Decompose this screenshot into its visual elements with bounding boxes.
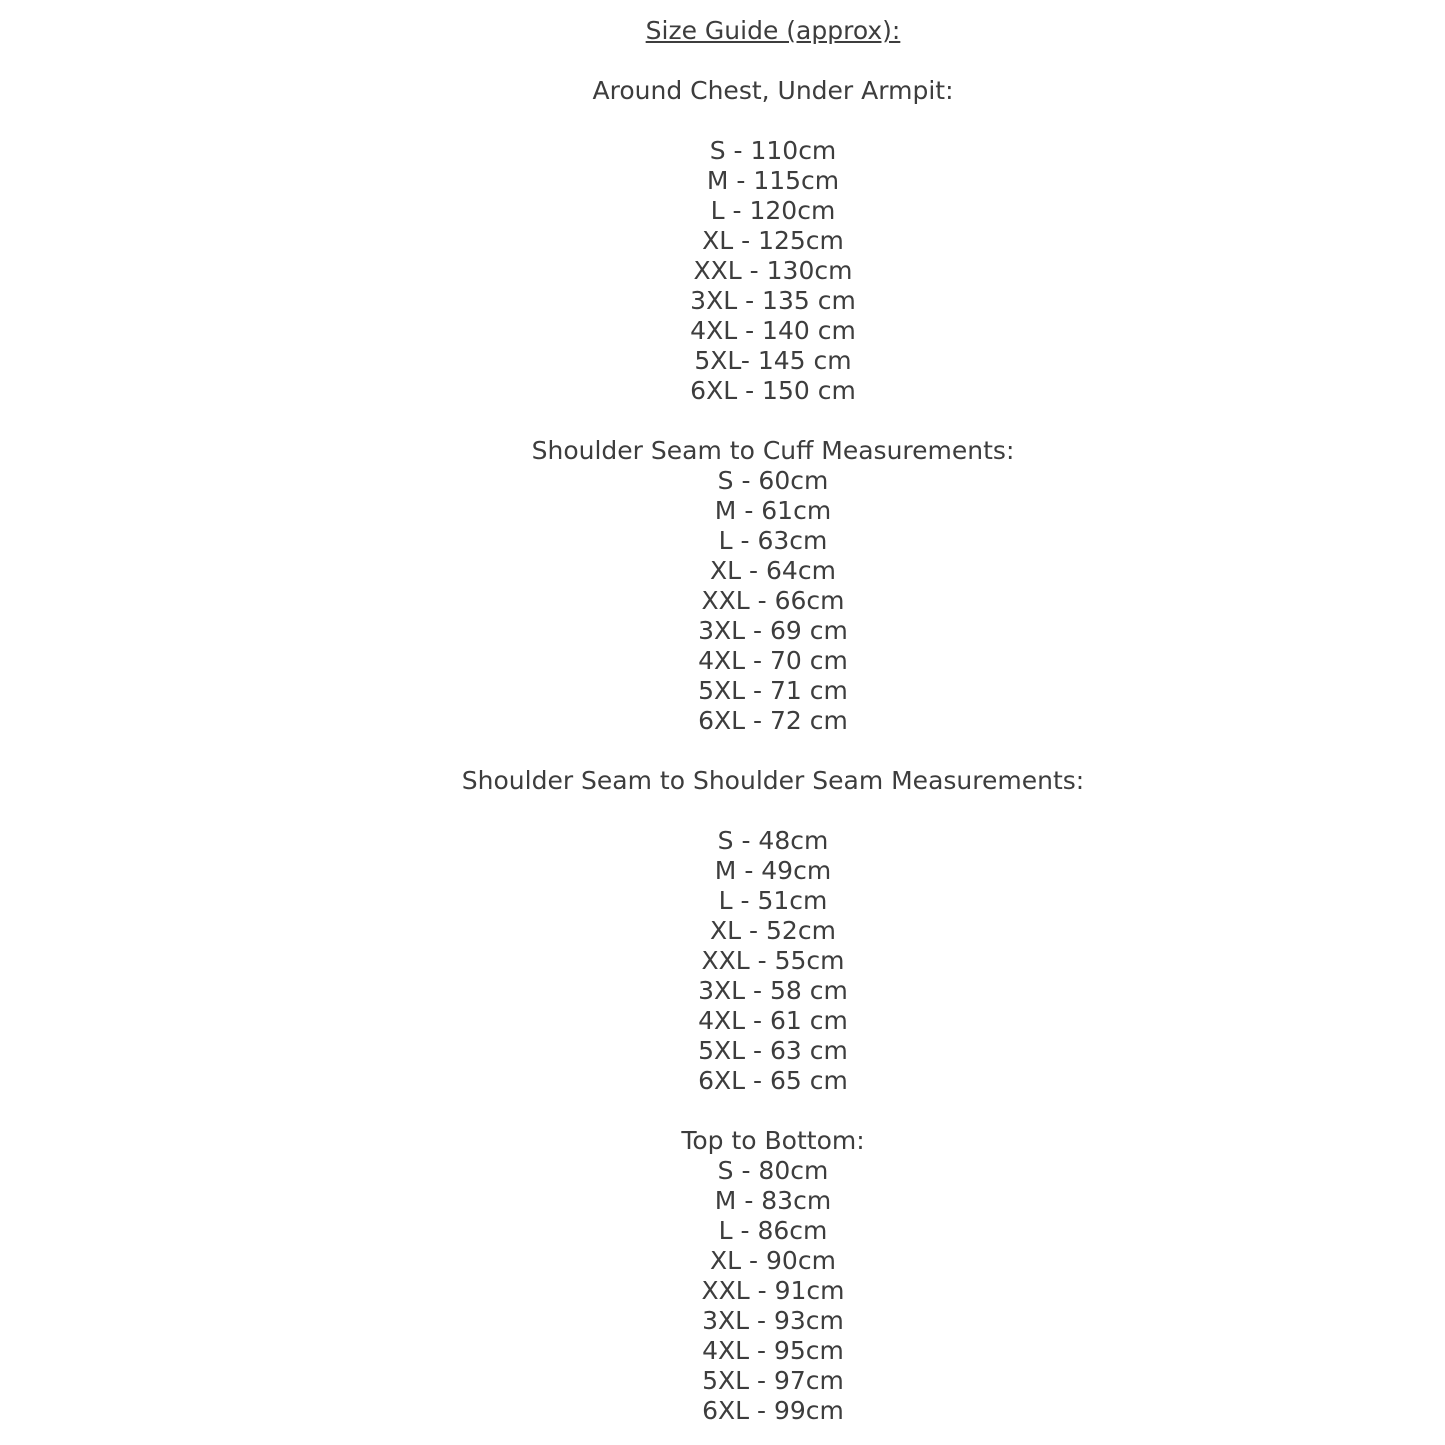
size-item: 3XL - 93cm [702, 1306, 844, 1335]
section-heading: Shoulder Seam to Shoulder Seam Measurements: [461, 766, 1085, 795]
page-title-text: Size Guide (approx): [645, 16, 901, 45]
size-item: 5XL - 71 cm [698, 676, 848, 705]
size-item: L - 63cm [718, 526, 828, 555]
size-item: 6XL - 72 cm [698, 706, 848, 735]
size-item: 5XL - 97cm [702, 1366, 844, 1395]
size-item: 3XL - 69 cm [698, 616, 848, 645]
size-item: 5XL- 145 cm [694, 346, 852, 375]
size-item: L - 86cm [718, 1216, 828, 1245]
size-section [101, 76, 1445, 406]
size-item: L - 51cm [718, 886, 828, 915]
size-section [101, 436, 1445, 736]
size-section [101, 766, 1445, 1096]
size-item: 3XL - 58 cm [698, 976, 848, 1005]
size-item: XXL - 55cm [701, 946, 845, 975]
size-item: 4XL - 140 cm [690, 316, 856, 345]
section-items [101, 136, 1445, 406]
size-item: M - 83cm [714, 1186, 832, 1215]
size-item: S - 110cm [709, 136, 837, 165]
size-item: 6XL - 99cm [702, 1396, 844, 1425]
size-item: 4XL - 70 cm [698, 646, 848, 675]
size-item: XXL - 91cm [701, 1276, 845, 1305]
size-item: M - 61cm [714, 496, 832, 525]
size-item: S - 60cm [717, 466, 829, 495]
section-items [101, 826, 1445, 1096]
size-item: 4XL - 95cm [702, 1336, 844, 1365]
size-item: M - 49cm [714, 856, 832, 885]
size-item: XL - 52cm [710, 916, 836, 945]
section-items [101, 466, 1445, 736]
size-item: S - 48cm [717, 826, 829, 855]
section-heading: Around Chest, Under Armpit: [592, 76, 954, 105]
size-item: 6XL - 150 cm [690, 376, 856, 405]
size-item: L - 120cm [710, 196, 836, 225]
size-item: XL - 64cm [710, 556, 836, 585]
size-item: 4XL - 61 cm [698, 1006, 848, 1035]
page-title [101, 16, 1445, 46]
size-item: XL - 125cm [702, 226, 844, 255]
size-item: 6XL - 65 cm [698, 1066, 848, 1095]
section-items [101, 1156, 1445, 1426]
size-item: XXL - 66cm [701, 586, 845, 615]
size-item: M - 115cm [706, 166, 840, 195]
section-heading: Top to Bottom: [681, 1126, 865, 1155]
size-item: 5XL - 63 cm [698, 1036, 848, 1065]
size-section [101, 1126, 1445, 1426]
size-item: XXL - 130cm [693, 256, 853, 285]
size-item: 3XL - 135 cm [690, 286, 856, 315]
size-sections [101, 76, 1445, 1426]
section-heading: Shoulder Seam to Cuff Measurements: [531, 436, 1015, 465]
size-item: S - 80cm [717, 1156, 829, 1185]
size-item: XL - 90cm [710, 1246, 836, 1275]
